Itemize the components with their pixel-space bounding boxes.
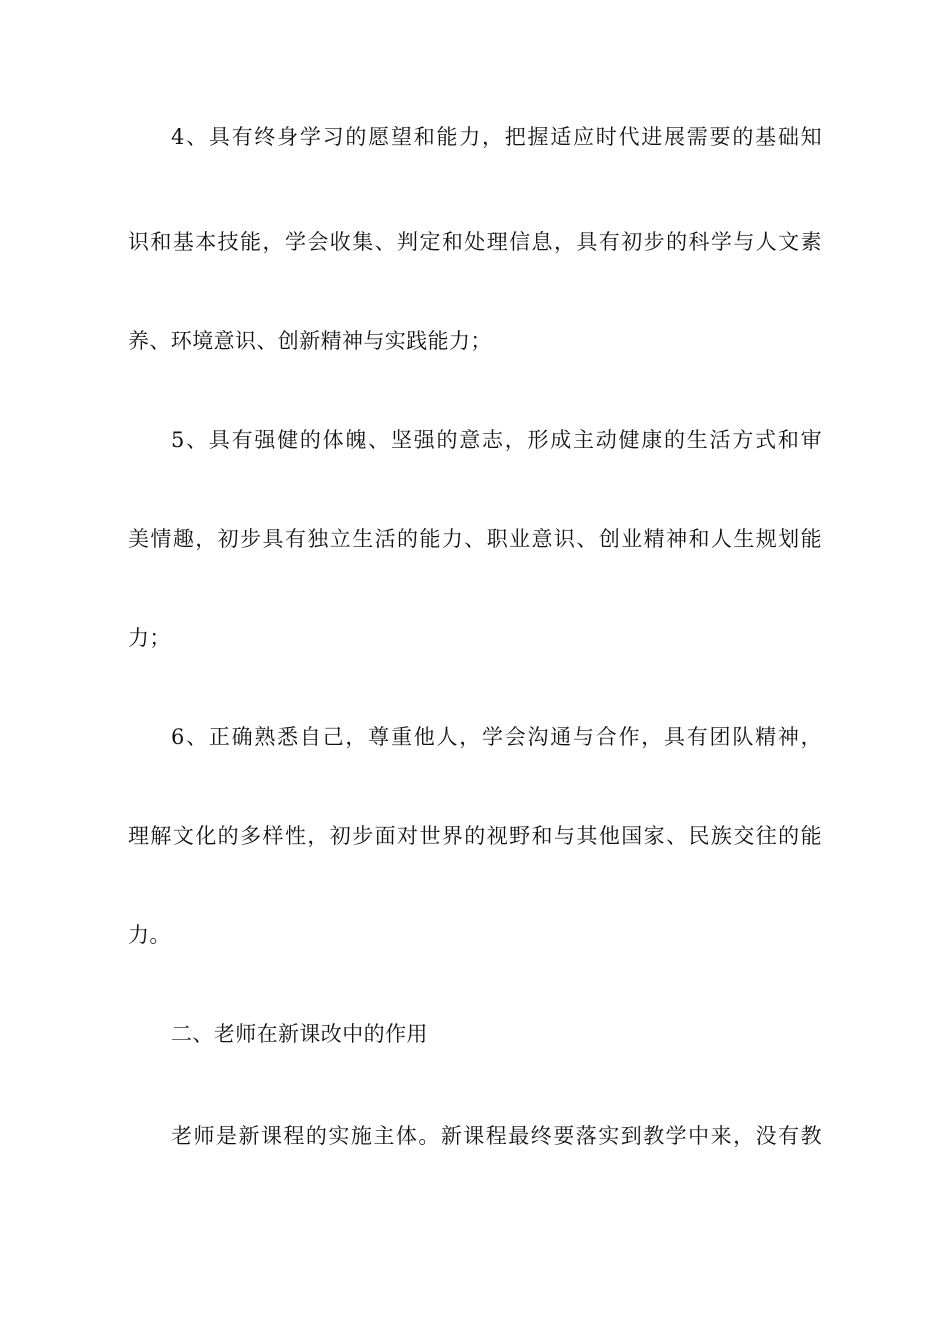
paragraph-6-line-1: 6、正确熟悉自己，尊重他人，学会沟通与合作，具有团队精神，: [171, 725, 822, 749]
section-heading: 二、老师在新课改中的作用: [171, 1022, 428, 1046]
paragraph-5-line-3: 力；: [128, 626, 171, 650]
paragraph-4-line-1: 4、具有终身学习的愿望和能力，把握适应时代进展需要的基础知: [171, 125, 822, 149]
paragraph-4-line-3: 养、环境意识、创新精神与实践能力；: [128, 329, 492, 353]
paragraph-5-line-1: 5、具有强健的体魄、坚强的意志，形成主动健康的生活方式和审: [171, 428, 822, 452]
paragraph-6-line-2: 理解文化的多样性，初步面对世界的视野和与其他国家、民族交往的能: [128, 824, 822, 848]
paragraph-5-line-2: 美情趣，初步具有独立生活的能力、职业意识、创业精神和人生规划能: [128, 527, 822, 551]
paragraph-6-line-3: 力。: [128, 923, 171, 947]
paragraph-teacher-line-1: 老师是新课程的实施主体。新课程最终要落实到教学中来，没有教: [171, 1124, 822, 1148]
paragraph-4-line-2: 识和基本技能，学会收集、判定和处理信息，具有初步的科学与人文素: [128, 230, 822, 254]
